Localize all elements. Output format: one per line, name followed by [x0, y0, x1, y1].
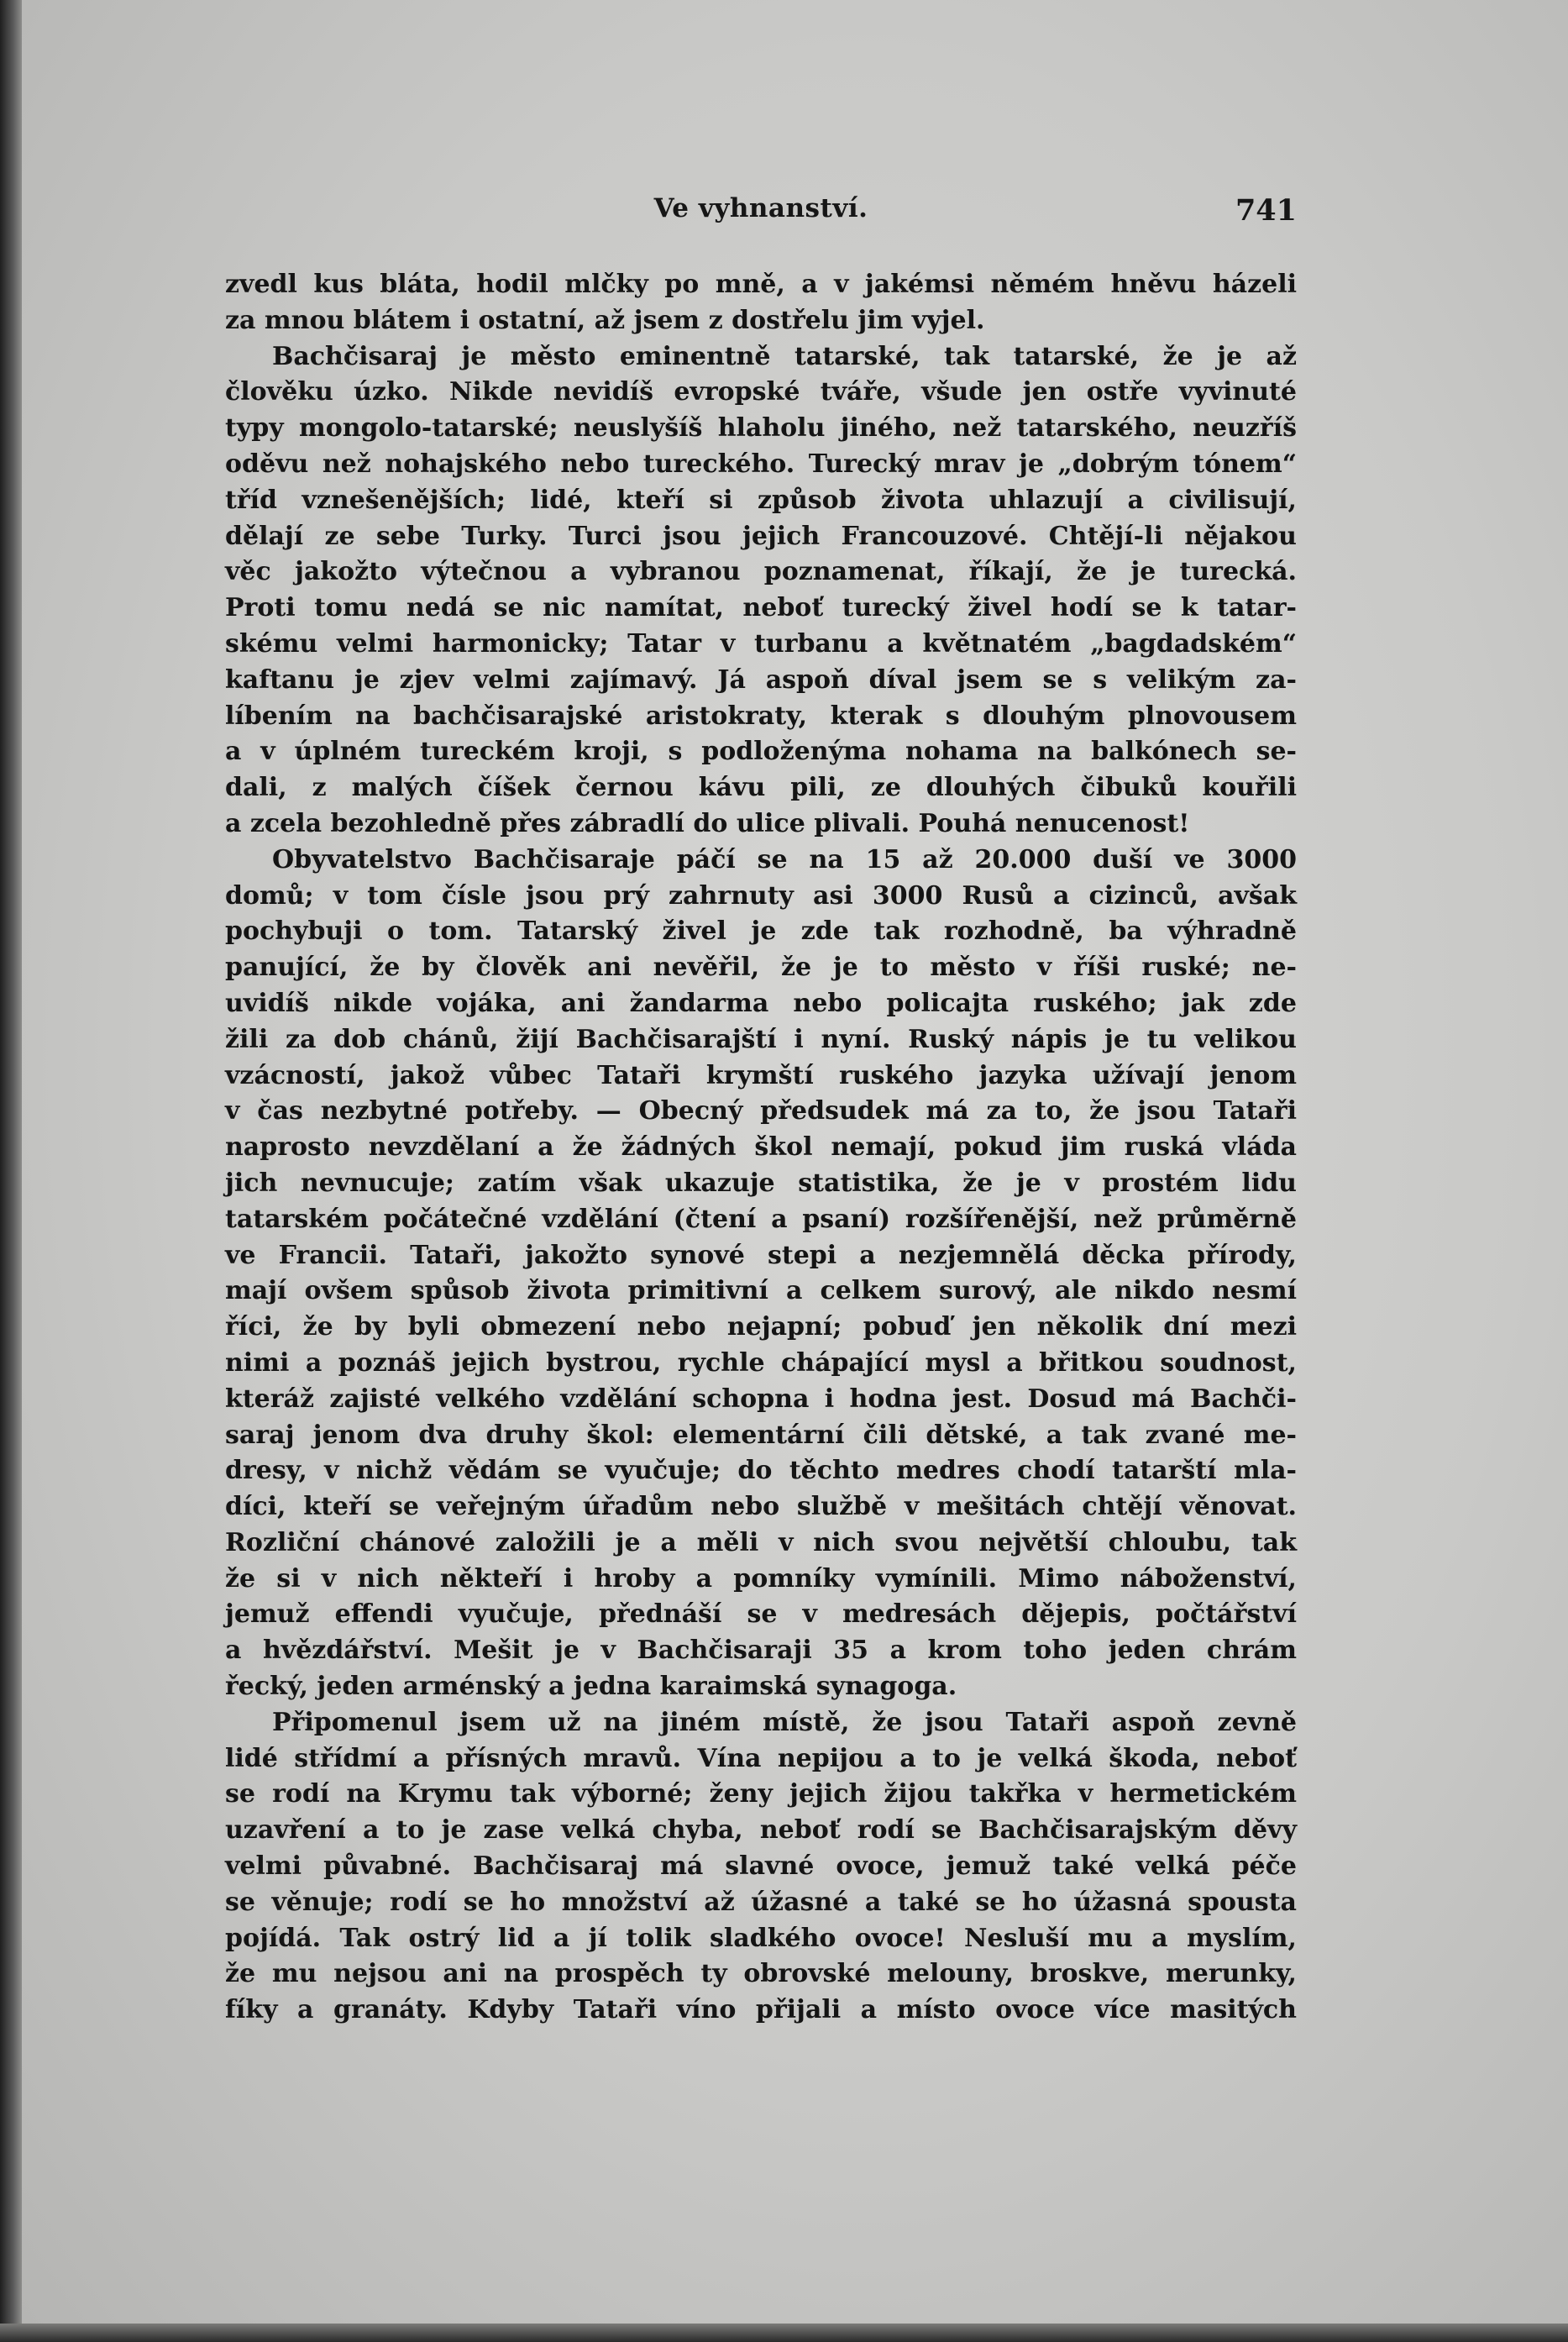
text-line: že mu nejsou ani na prospěch ty obrovské melouny, broskve, merunky,: [225, 1959, 1297, 1989]
text-line: panující, že by člověk ani nevěřil, že je to město v říši ruské; ne-: [225, 953, 1297, 983]
text-line: nimi a poznáš jejich bystrou, rychle chápající mysl a břitkou soudnost,: [225, 1347, 1297, 1378]
text-line: kteráž zajisté velkého vzdělání schopna i hodna jest. Dosud má Bachči-: [225, 1384, 1297, 1414]
text-line: se věnuje; rodí se ho množství až úžasné a také se ho úžasná spousta: [225, 1887, 1297, 1917]
text-line: řecký, jeden arménský a jedna karaimská synagoga.: [225, 1672, 957, 1702]
text-line: zvedl kus bláta, hodil mlčky po mně, a v jakémsi němém hněvu házeli: [225, 270, 1297, 299]
text-line: a v úplném tureckém kroji, s podloženýma nohama na balkónech se-: [225, 737, 1297, 767]
text-line: jich nevnucuje; zatím však ukazuje statistika, že je v prostém lidu: [225, 1168, 1297, 1198]
text-line: oděvu než nohajského nebo tureckého. Turecký mrav je „dobrým tónem“: [225, 449, 1297, 479]
text-line: Připomenul jsem už na jiném místě, že jsou Tataři aspoň zevně: [272, 1707, 1297, 1737]
text-line: říci, že by byli obmezení nebo nejapní; pobuď jen několik dní mezi: [225, 1312, 1297, 1342]
text-line: Bachčisaraj je město eminentně tatarské, tak tatarské, že je až: [272, 341, 1297, 371]
running-title: Ve vyhnanství.: [653, 193, 868, 223]
text-line: naprosto nevzdělaní a že žádných škol nemají, pokud jim ruská vláda: [225, 1132, 1297, 1163]
text-line: v čas nezbytné potřeby. — Obecný předsudek má za to, že jsou Tataři: [225, 1096, 1297, 1126]
text-line: líbením na bachčisarajské aristokraty, kterak s dlouhým plnovousem: [225, 701, 1297, 731]
text-line: člověku úzko. Nikde nevidíš evropské tváře, všude jen ostře vyvinuté: [225, 377, 1297, 407]
text-line: typy mongolo-tatarské; neuslyšíš hlaholu jiného, než tatarského, neuzříš: [225, 413, 1297, 444]
page-bottom-shadow: [0, 2324, 1568, 2342]
text-line: jemuž effendi vyučuje, přednáší se v medresách dějepis, počtářství: [225, 1599, 1297, 1630]
text-line: uvidíš nikde vojáka, ani žandarma nebo policajta ruského; jak zde: [225, 988, 1297, 1018]
text-line: fíky a granáty. Kdyby Tataři víno přijali a místo ovoce více masitých: [225, 1995, 1297, 2025]
text-line: vzácností, jakož vůbec Tataři krymští ruského jazyka užívají jenom: [225, 1060, 1297, 1090]
text-line: kaftanu je zjev velmi zajímavý. Já aspoň díval jsem se s velikým za-: [225, 664, 1297, 695]
text-line: věc jakožto výtečnou a vybranou poznamenat, říkají, že je turecká.: [225, 557, 1297, 587]
text-line: a hvězdářství. Mešit je v Bachčisaraji 35 a krom toho jeden chrám: [225, 1636, 1297, 1666]
text-line: pojídá. Tak ostrý lid a jí tolik sladkého ovoce! Nesluší mu a myslím,: [225, 1923, 1297, 1953]
text-line: skému velmi harmonicky; Tatar v turbanu a květnatém „bagdadském“: [225, 628, 1297, 659]
text-line: Proti tomu nedá se nic namítat, neboť turecký živel hodí se k tatar-: [225, 593, 1297, 623]
text-line: velmi půvabné. Bachčisaraj má slavné ovoce, jemuž také velká péče: [225, 1851, 1297, 1882]
text-line: dresy, v nichž vědám se vyučuje; do těchto medres chodí tatarští mla-: [225, 1456, 1297, 1486]
page-header: [225, 186, 1297, 234]
text-line: se rodí na Krymu tak výborné; ženy jejich žijou takřka v hermetickém: [225, 1779, 1297, 1809]
text-line: saraj jenom dva druhy škol: elementární čili dětské, a tak zvané me-: [225, 1420, 1297, 1450]
text-line: Obyvatelstvo Bachčisaraje páčí se na 15 až 20.000 duší ve 3000: [272, 844, 1297, 874]
text-line: ve Francii. Tataři, jakožto synové stepi a nezjemnělá děcka přírody,: [225, 1240, 1297, 1270]
text-line: domů; v tom čísle jsou prý zahrnuty asi 3000 Rusů a cizinců, avšak: [225, 880, 1297, 911]
body-text: [225, 267, 1297, 2029]
text-line: pochybuji o tom. Tatarský živel je zde tak rozhodně, ba výhradně: [225, 916, 1297, 947]
text-line: dělají ze sebe Turky. Turci jsou jejich Francouzové. Chtějí-li nějakou: [225, 521, 1297, 551]
text-line: a zcela bezohledně přes zábradlí do ulice plivali. Pouhá nenucenost!: [225, 808, 1190, 838]
page-binding-shadow: [0, 0, 22, 2342]
text-line: mají ovšem spůsob života primitivní a celkem surový, ale nikdo nesmí: [225, 1276, 1297, 1306]
text-line: Rozliční chánové založili je a měli v nich svou největší chloubu, tak: [225, 1527, 1297, 1557]
page-number: 741: [1235, 193, 1297, 228]
text-line: díci, kteří se veřejným úřadům nebo službě v mešitách chtějí věnovat.: [225, 1492, 1297, 1522]
text-line: tříd vznešenějších; lidé, kteří si způsob života uhlazují a civilisují,: [225, 485, 1297, 515]
text-line: uzavření a to je zase velká chyba, neboť rodí se Bachčisarajským děvy: [225, 1815, 1297, 1846]
text-line: žili za dob chánů, žijí Bachčisarajští i nyní. Ruský nápis je tu velikou: [225, 1024, 1297, 1054]
text-line: lidé střídmí a přísných mravů. Vína nepijou a to je velká škoda, neboť: [225, 1743, 1297, 1773]
text-line: za mnou blátem i ostatní, až jsem z dostřelu jim vyjel.: [225, 305, 985, 335]
text-line: že si v nich někteří i hroby a pomníky vymínili. Mimo náboženství,: [225, 1563, 1297, 1594]
text-line: tatarském počátečné vzdělání (čtení a psaní) rozšířenější, než průměrně: [225, 1204, 1297, 1234]
text-line: dali, z malých číšek černou kávu pili, ze dlouhých čibuků kouřili: [225, 773, 1297, 803]
